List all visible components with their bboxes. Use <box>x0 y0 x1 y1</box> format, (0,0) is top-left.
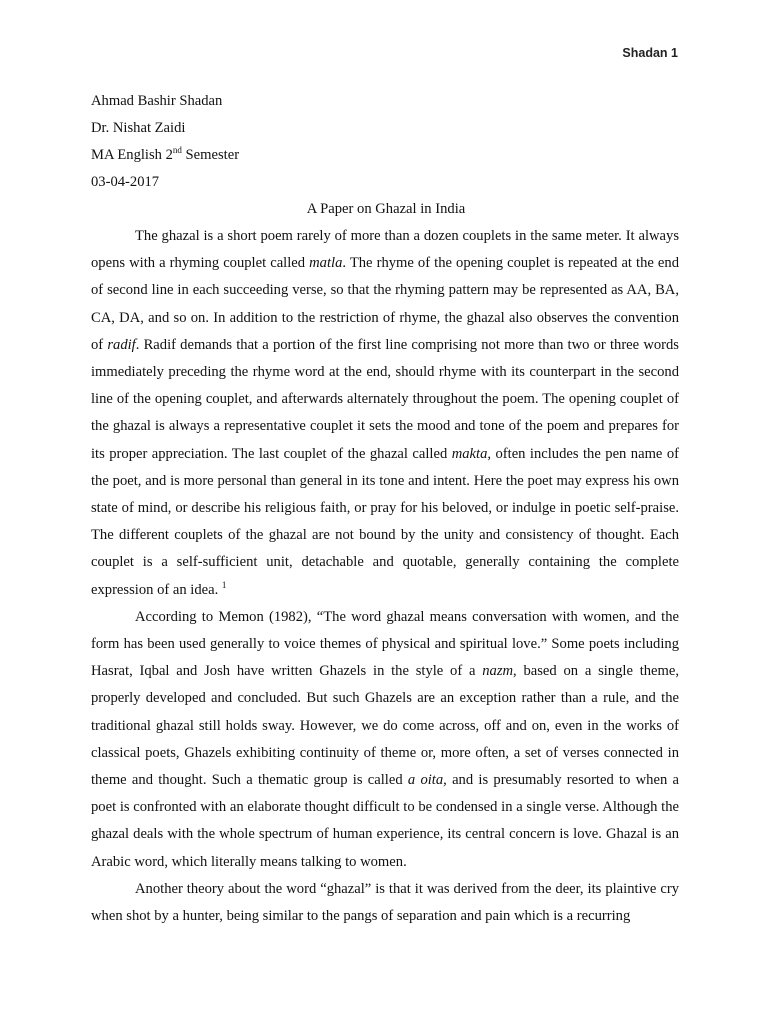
paragraph-2-text-b: , based on a single theme, properly developed and concluded. But such Ghazels are an exception rather than a rule, and the traditional ghazal still holds sway. However, we do come across, off and on, even in the works of classical poets, Ghazels exhibiting continuity of theme or, more often, a set of verses connected in theme and thought. Such a thematic group is called <box>91 663 679 789</box>
course-superscript: nd <box>172 145 182 156</box>
body-text <box>91 223 679 930</box>
paragraph-3 <box>91 876 679 930</box>
course-text: MA English 2 <box>91 147 173 163</box>
paragraph-1-text-b: . The rhyme of the opening couplet is repeated at the end of second line in each succeeding verse, so that the rhyming pattern may be represented as AA, BA, CA, DA, and so on. In addition to the restriction of rhyme, the ghazal also observes the convention of <box>91 255 680 353</box>
instructor-name: Dr. Nishat Zaidi <box>91 120 186 136</box>
footnote-marker: 1 <box>221 579 227 590</box>
term-nazm: nazm <box>482 663 514 680</box>
running-head: Shadan 1 <box>622 46 678 60</box>
paragraph-3-text-a: Another theory about the word “ghazal” is that it was derived from the deer, its plaintive cry when shot by a hunter, being similar to the pangs of separation and pain which is a recurring <box>91 880 679 925</box>
term-matla: matla <box>309 255 343 272</box>
paragraph-2-text-c: , and is presumably resorted to when a poet is confronted with an elaborate thought difficult to be condensed in a single verse. Although the ghazal deals with the whole spectrum of human experience, its central concern is love. Ghazal is an Arabic word, which literally means talking to women. <box>91 772 679 870</box>
term-makta: makta, <box>451 445 492 462</box>
paragraph-2 <box>91 604 679 876</box>
course-semester: Semester <box>181 147 240 163</box>
term-radif: radif <box>107 336 136 353</box>
date: 03-04-2017 <box>91 174 160 190</box>
heading-block <box>91 88 681 223</box>
paragraph-2-text-a: According to Memon (1982), “The word ghazal means conversation with women, and the form has been used generally to voice themes of physical and spiritual love.” Some poets including Hasrat, Iqbal and Josh have written Ghazels in the style of a <box>91 608 679 680</box>
author-name: Ahmad Bashir Shadan <box>91 93 223 109</box>
paragraph-1-text-a: The ghazal is a short poem rarely of more than a dozen couplets in the same meter. It always opens with a rhyming couplet called <box>91 228 679 272</box>
paper-title: A Paper on Ghazal in India <box>306 201 466 217</box>
course-line <box>91 142 681 169</box>
term-a-oita: a oita <box>407 772 444 789</box>
paragraph-1 <box>91 223 679 604</box>
paragraph-1-text-d: often includes the pen name of the poet, and is more personal than general in its tone and intent. Here the poet may express his own state of mind, or describe his religious faith, or pray for his beloved, or indulge in poetic self-praise. The different couplets of the ghazal are not bound by the unity and consistency of thought. Each couplet is a self-sufficient unit, detachable and quotable, generally containing the complete expression of an idea. <box>91 445 680 598</box>
paragraph-1-text-c: . Radif demands that a portion of the first line comprising not more than two or three words immediately preceding the rhyme word at the end, should rhyme with its counterpart in the second line of the opening couplet, and afterwards alternately throughout the poem. The opening couplet of the ghazal is always a representative couplet it sets the mood and tone of the poem and prepares for its proper appreciation. The last couplet of the ghazal called <box>91 336 679 462</box>
